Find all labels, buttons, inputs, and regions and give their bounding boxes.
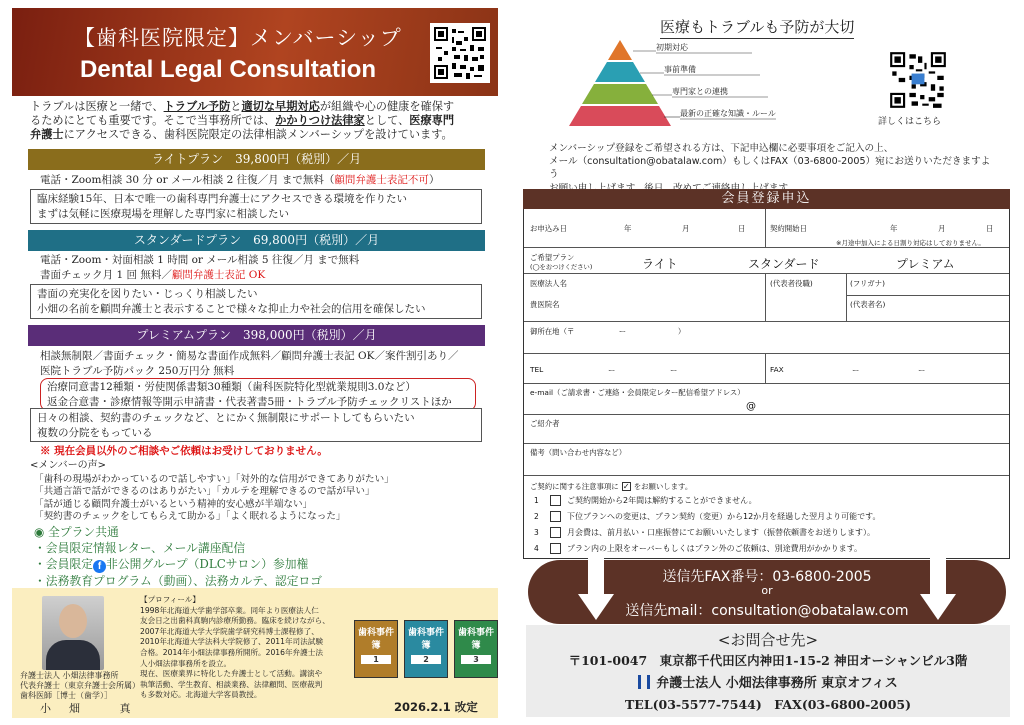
down-arrow-icon [920,556,956,622]
lawyer-photo [42,596,104,670]
right-intro: メンバーシップ登録をご希望される方は、下記申込欄に必要事項をご記入の上、 メール（consultation@obatalaw.com）もしくはFAX（03-6800-2005）宛にお送りいただきますよう [549,143,991,181]
common-title: ◉ 全プラン共通 [34,525,119,539]
premium-plan-band: プレミアムプラン 398,000円（税別）／月 [28,325,485,346]
book-cover: 歯科事件簿 1 [354,620,398,678]
send-mail[interactable]: 送信先mail：consultation@obatalaw.com [625,603,909,619]
light-plan-line1: 電話・Zoom相談 30 分 or メール相談 2 往復／月 まで無料（顧問弁護士表記不可） [40,174,440,186]
intro-paragraph: トラブルは医療と一緒で、トラブル予防と適切な早期対応が組織や心の健康を確保す るためにとても重要です。そこで当事務所では、かかりつけ法律家として、医療専門 弁護士にアクセスできる、歯科医院限定の法律相談メンバーシップを設けています。 [30,100,455,141]
pyramid-label: 初期対応 [656,43,688,52]
plan-option-light[interactable]: ライト [642,257,678,271]
send-fax: 送信先FAX番号：03-6800-2005 [662,569,872,585]
terms-item-2: 2 下位プランへの変更は、プラン契約（変更）から12か月を経過した翌月より可能です。 [534,512,881,521]
light-plan-band: ライトプラン 39,800円（税別）／月 [28,149,485,170]
pyramid-label: 専門家との連携 [672,87,728,96]
notes-field[interactable]: 備考（問い合わせ内容など） [530,448,627,457]
terms-checkbox-1[interactable] [550,495,561,506]
plan-option-premium[interactable]: プレミアム [896,257,955,271]
form-title: 会員登録申込 [523,189,1010,209]
address-field[interactable]: 御所在地（〒 ー ） [530,327,686,336]
right-title: 医療もトラブルも予防が大切 [660,16,854,39]
pyramid-label: 最新の正確な知識・ルール [680,109,776,118]
firm-logo-icon [638,675,650,689]
down-arrow-icon [578,556,614,622]
light-plan-box: 臨床経験15年、日本で唯一の歯科専門弁護士にアクセスできる環境を作りたい まずは気軽に医療現場を理解した専門家に相談したい [30,189,482,224]
header-banner [12,8,498,96]
contact-title: <お問合せ先> [717,631,819,649]
facebook-icon[interactable]: f [93,560,106,573]
terms-checkbox-2[interactable] [550,511,561,522]
pyramid-label: 事前準備 [664,65,696,74]
profile-section [12,588,498,718]
lawyer-name: 小畑 真 [40,702,149,715]
contact-address: 〒101-0047 東京都千代田区内神田1-15-2 神田オーシャンビル3階 [568,653,968,668]
terms-item-3: 3 月会費は、前月払い・口座振替にてお願いいたします（振替依頼書をお送りします）。 [534,528,875,537]
standard-plan-line1: 電話・Zoom・対面相談 1 時間 or メール相談 5 往復／月 まで無料 [40,254,360,266]
standard-plan-band: スタンダードプラン 69,800円（税別）／月 [28,230,485,251]
send-or: or [761,584,773,597]
contact-firm: 弁護士法人 小畑法律事務所 東京オフィス [526,672,1010,691]
revised-date: 2026.2.1 改定 [394,700,478,714]
registration-form: お申込み日 年 月 日 契約開始日 年 月 日 ※月途中加入による日割り対応はしておりません。 ご希望プラン (◯をおつけください) ライト スタンダード プレミアム 医療法人名 貴医院名 (代表者役職) (フリガナ) (代表者名) 御所在地（〒 ー ） TEL ー ー FAX ー ー e-mail（ご請求書・ご連絡・会員限定レター配信希望アドレス） @ ご紹介者 備考（問い合わせ内容など） ご契約に関する注意事項に ✓ をお願いします。 1 ご契約開始から2年間は解約することができません。 2 下位プランへの変更は、プラン契約（変更）から12か月を経過した翌月より可能です。 3 月会費は、前月払い・口座振替にてお願いいたします（振替依頼書をお送りします）。 4 プラン内の上限をオーバーもしくはプラン外のご依頼は、別途費用がかかります。 [523,209,1010,559]
voice-item: 「共通言語で話ができるのはありがたい」「カルテを理解できるので話が早い」 [34,486,375,498]
email-field[interactable]: e-mail（ご請求書・ご連絡・会員限定レター配信希望アドレス） [530,388,745,397]
premium-notice: ※ 現在会員以外のご相談やご依頼はお受けしておりません。 [40,445,328,457]
referrer-field[interactable]: ご紹介者 [530,419,560,428]
consent-text: ご契約に関する注意事項に ✓ をお願いします。 [530,482,693,491]
header-title-jp: 【歯科医院限定】メンバーシップ [74,26,402,50]
book-cover: 歯科事件簿 3 [454,620,498,678]
terms-checkbox-3[interactable] [550,527,561,538]
voice-item: 「契約書のチェックをしてもらえて助かる」「よく眠れるようになった」 [34,511,346,523]
terms-checkbox-4[interactable] [550,543,561,554]
common-item-2: ・会員限定 f 非公開グループ（DLCサロン）参加権 [34,557,309,572]
voice-item: 「話が通じる顧問弁護士がいるという精神的安心感が半端ない」 [34,498,313,510]
standard-plan-box: 書面の充実化を図りたい・じっくり相談したい 小畑の名前を顧問弁護士と表示することで様々な抑止力や社会的信用を確保したい [30,284,482,319]
premium-plan-line1: 相談無制限／書面チェック・簡易な書面作成無料／顧問弁護士表記 OK／案件割引あり／ [40,350,459,362]
plan-option-standard[interactable]: スタンダード [748,257,820,271]
qr-code-icon[interactable] [886,48,950,112]
premium-plan-line2: 医院トラブル予防パック 250万円分 無料 [40,365,235,377]
book-cover: 歯科事件簿 2 [404,620,448,678]
standard-plan-line2: 書面チェック月 1 回 無料／顧問弁護士表記 OK [40,269,266,281]
voice-item: 「歯科の現場がわかっているので話しやすい」「対外的な信用ができてありがたい」 [34,474,394,485]
profile-caption: 弁護士法人 小畑法律事務所 代表弁護士（東京弁護士会所属） 歯科医師［博士（歯学）］ [20,671,140,700]
voices-list [34,474,394,524]
contact-section [526,625,1010,717]
apply-date-label: お申込み日 [530,224,567,233]
start-date-label: 契約開始日 [770,224,807,233]
terms-item-1: 1 ご契約開始から2年間は解約することができません。 [534,496,757,505]
check-icon: ✓ [622,482,630,491]
common-benefits [34,524,322,589]
contact-phones: TEL(03-5577-7544) FAX(03-6800-2005) [624,697,912,712]
voices-title: <メンバーの声> [30,460,107,471]
common-item-1: ・会員限定情報レター、メール講座配信 [34,541,246,555]
premium-pack-list: 治療同意書12種類・労使関係書類30種類（歯科医院特化型就業規則3.0など） 返金合意書・診療情報等開示申請書・代表著書5冊・トラブル予防チェックリストほか [40,378,476,411]
header-title-en: Dental Legal Consultation [80,56,377,83]
qr-code-icon[interactable] [430,23,490,83]
terms-item-4: 4 プラン内の上限をオーバーもしくはプラン外のご依頼は、別途費用がかかります。 [534,544,862,553]
qr-note: 詳しくはこちら [878,117,942,127]
common-item-3: ・法務教育プログラム（動画）、法務カルテ、認定ロゴ [34,574,323,588]
premium-plan-box: 日々の相談、契約書のチェックなど、とにかく無制限にサポートしてもらいたい 複数の分院をもっている [30,408,482,442]
profile-text: 【プロフィール】 1998年北海道大学歯学部卒業。同年より医療法人仁 友会日之出歯科真駒内診療所勤務。臨床を続けながら、 2007年北海道大学大学院歯学研究科博士課程修了、 2010年北海道大学法科大学院修了、2011年司法試験 合格。2014年小畑法律事務所開所。2016年弁護士法 人小畑法律事務所を設立。 現在、医療業界に特化した弁護士として活動。講演や 執筆活動、学生教育、相談業務、法律顧問、医療裁判 も多数対応。北海道大学客員教授。 [140,595,330,700]
